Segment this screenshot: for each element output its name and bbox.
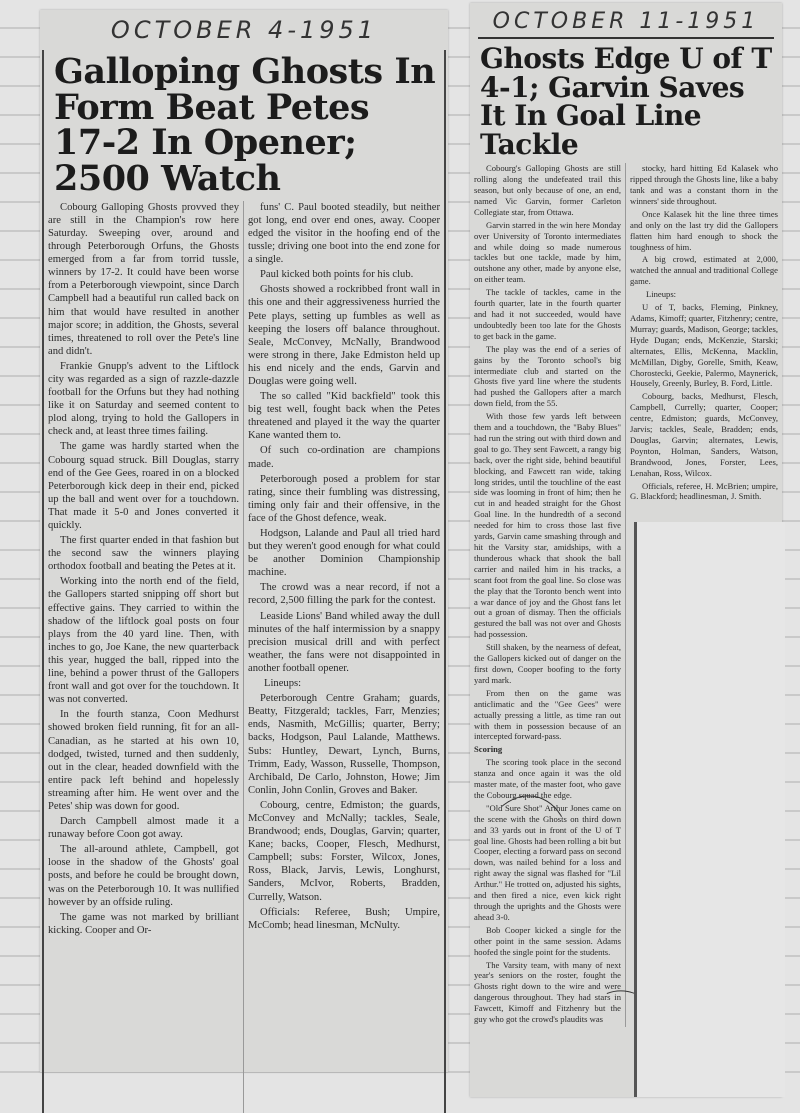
paragraph: Garvin starred in the win here Monday over University of Toronto intermediates and while doing so made numerous tackles but one tackle, made by him, outshone any other, made by anyone else, on either team. xyxy=(474,219,621,285)
paragraph: Hodgson, Lalande and Paul all tried hard but they weren't good enough for what could be another Dominion Championship machine. xyxy=(248,528,440,579)
paragraph: Peterborough posed a problem for star rating, since their fumbling was distressing, timing only fair and their offensive, in the face of the Ghost defence, weak. xyxy=(248,473,440,524)
subhead-scoring: Scoring xyxy=(474,744,503,755)
paragraph: Once Kalasek hit the line three times and only on the last try did the Gallopers flatten him hard enough to shock the toughness of him. xyxy=(630,208,778,252)
lineup-paragraph: Officials, referee, H. McBrien; umpire, G. Blackford; headlinesman, J. Smith. xyxy=(630,480,778,502)
paragraph: Working into the north end of the field, the Gallopers started snipping off short but effective gains. They carried to within the shadow of the liftlock goal posts on four plays from the 40 yard line. Then, with inches to go, Joe Kane, the new quarterback this year, hugged the ball, ripped into the line, behind a power thrust of the Gallopers front wall and got over for the touchdown. It was not converted. xyxy=(48,576,239,706)
paragraph: stocky, hard hitting Ed Kalasek who ripped through the Ghosts line, like a baby tank and was a constant thorn in the winners' side throughout. xyxy=(630,163,778,206)
paragraph: The Varsity team, with many of next year's seniors on the roster, fought the Ghosts right down to the wire and were dangerous throughout. They had stars in Fawcett, Kimoff and Fitzhenry but the guy who got the crowd's plaudits was xyxy=(474,959,621,1025)
paragraph: The first quarter ended in that fashion but the second saw the winners playing orthodox football and beating the Petes at it. xyxy=(48,535,239,573)
paragraph: The crowd was a near record, if not a record, 2,500 filling the park for the contest. xyxy=(248,582,440,607)
paragraph: The play was the end of a series of gains by the Toronto school's big intermediate club and started on the Ghosts five yard line where the students had pushed the Gallopers after a march down field, from the 55. xyxy=(474,343,621,409)
lineups-label: Lineups: xyxy=(264,678,302,690)
handwritten-date-note: OCTOBER 4-1951 xyxy=(110,16,378,44)
paragraph: Of such co-ordination are champions made. xyxy=(248,445,440,470)
clipping-oct-4-1951 xyxy=(40,10,448,1072)
lineup-paragraph: Officials: Referee, Bush; Umpire, McComb; head linesman, McNulty. xyxy=(248,906,440,931)
paragraph: Cobourg's Galloping Ghosts are still rolling along the undefeated trail this season, but only because of one, an end, named Vic Garvin, former Carleton Collegiate star, from Ottawa. xyxy=(474,163,621,217)
blank-page-area xyxy=(634,522,785,1097)
paragraph: "Old Sure Shot" Arthur Jones came on the scene with the Ghosts on third down and 33 yards out in front of the U of T goal line. Ghosts had been rolling a bit but Cooper, electing a forward pass on second down, was nailed behind for a loss and right away the signal was flashed for "Lil Arthur." He trotted on, adjusted his sights, and then fired a nice, even kick right through the uprights and the Ghosts were ahead 3-0. xyxy=(474,802,621,922)
paragraph: In the fourth stanza, Coon Medhurst showed broken field running, fit for an all-Canadian, as he started at his own 10, dodged, twisted, turned and then suddenly, out in the clear, headed downfield with the entire pack left behind and hopelessly streaming after him. He went over and the Petes' ship was down for good. xyxy=(48,709,239,812)
article-column-1 xyxy=(470,163,626,1027)
paragraph: The tackle of tackles, came in the fourth quarter, late in the fourth quarter and had it not succeeded, would have undoubtedly been too late for the Ghosts to get back in the game. xyxy=(474,287,621,341)
paragraph: The all-around athlete, Campbell, got loose in the shadow of the Ghosts' goal posts, and before he could be brought down, was on the Peterborough 10. It was nullified however by an offside ruling. xyxy=(48,844,239,908)
article-body xyxy=(42,201,446,1113)
paragraph: Ghosts showed a rockribbed front wall in this one and their aggressiveness hurried the Pete plays, setting up fumbles as well as keeping the losers off balance throughout. Seale, McConvey, McNally, Brandwood were strong in there, Jake Edmiston held up his end nicely and the ends, Garvin and Douglas were going well. xyxy=(248,284,440,387)
article-column-1 xyxy=(44,201,244,1113)
paragraph: Leaside Lions' Band whiled away the dull minutes of the half intermission by a snappy precision musical drill and with perfect weather, the fans were not disappointed in another football opener. xyxy=(248,610,440,674)
paragraph: Darch Campbell almost made it a runaway before Coon got away. xyxy=(48,816,239,841)
lineup-paragraph: U of T, backs, Fleming, Pinkney, Adams, Kimoff; quarter, Fitzhenry; centre, Murray; guards, Madison, George; tackles, Hyde Dugan; ends, McKenzie, Starski; alternates, Ellis, McKenna, Macklin, McMillan, Digby, Gorelle, Smith, Keaw, Chorostecki, Geekie, Palermo, Maynerick, Housely, Greenly, Burley, B. Ford, Little. xyxy=(630,302,778,389)
lineup-paragraph: Peterborough Centre Graham; guards, Beatty, Fitzgerald; tackles, Farr, Menzies; ends, Nasmith, McGillis; quarter, Berry; backs, Hodgson, Paul Lalande, Matthews. Subs: Huntley, Dewart, Lynch, Burns, Trimm, Eady, Wasson, Russelle, Thompson, Archibald, De Carlo, Johnston, Howe; Jim Conlin, John Conlin, Groves and Baker. xyxy=(248,693,440,796)
article-column-2 xyxy=(244,201,444,1113)
paragraph: The scoring took place in the second stanza and once again it was the old master mate, of the master foot, who gave the Cobourg squad the edge. xyxy=(474,757,621,800)
lineups-label: Lineups: xyxy=(646,289,677,300)
paragraph: Frankie Gnupp's advent to the Liftlock city was regarded as a sign of razzle-dazzle football for the Orfuns but they had nothing like it on Saturday and seemed content to plod along, trying to hold the Gallopers in check and, at least three times failing. xyxy=(48,360,239,438)
paragraph: The so called "Kid backfield" took this big test well, fought back when the Petes threatened and played it the way the quarter Kane wanted them to. xyxy=(248,391,440,442)
paragraph: The game was hardly started when the Cobourg squad struck. Bill Douglas, starry end of the Gee Gees, roared in on a blocked Peterborough kick deep in their end, picked up the ball and went over for a touchdown. That made it 5-0 and Jones converted it quickly. xyxy=(48,441,239,531)
paragraph: A big crowd, estimated at 2,000, watched the annual and traditional College game. xyxy=(630,254,778,287)
lineup-paragraph: Cobourg, centre, Edmiston; the guards, McConvey and McNally; tackles, Seale, Brandwood; ends, Douglas, Garvin; quarter, Kane; backs, Cooper, Flesch, Medhurst, Campbell; subs: Forster, Wilcox, Jones, Ross, Black, Jarvis, Lewis, Longhurst, Sanders, McIvor, Roberts, Bradden, Currelly, Watson. xyxy=(248,799,440,903)
paragraph: The game was not marked by brilliant kicking. Cooper and Or- xyxy=(48,911,239,936)
paragraph: With those few yards left between them and a touchdown, the "Baby Blues" had run the string out with third down and goal to go. They sent Fawcett, a rangy big back, over the right side, behind beautiful blocking, and Fawcett ran wide, taking long strides, until the touchline of the east side was looming in front of him; then he cut in and headed straight for the Ghost Goal line. In the hundredth of a second needed for him to cross those last five yards, Garvin came smashing through and hit the Varsity star, amidships, with a thunderous whack that shook the ball carrier and nailed him in his tracks, a scant foot from the goal line. So close was the play that the Toronto bench went into a war dance of joy and the Ghost fans let out a groan of dismay. Then the officials gestured the ball was not over and Ghosts had possession. xyxy=(474,411,621,640)
lineup-paragraph: Cobourg, backs, Medhurst, Flesch, Campbell, Currelly; quarter, Cooper; centre, Edmiston; guards, McConvey, Jarvis; tackles, Seale, Bradden; ends, Douglas, Garvin; alternates, Lewis, Poynton, Holman, Sanders, Watson, Brandwood, Jones, Forster, Lees, Lenahan, Ross, Wilcox. xyxy=(630,391,778,478)
paragraph: Still shaken, by the nearness of defeat, the Gallopers kicked out of danger on the first down, Cooper boofing to the forty yard mark. xyxy=(474,642,621,685)
paragraph: Paul kicked both points for his club. xyxy=(260,269,414,281)
handwritten-date-note: OCTOBER 11-1951 xyxy=(492,9,760,34)
paragraph: Cobourg Galloping Ghosts provved they are still in the Champion's row here Saturday. Sweeping over, around and through Peterborough Orfuns, the Ghosts emerged from a far from torrid tussle, winners by 17-2. It could have been worse from a Peterborough viewpoint, since Darch Campbell had a beautiful run called back on him that would have resulted in another major score; in addition, the Ghosts, several times, threatened to roll over the Pete's line and didn't. xyxy=(48,201,239,357)
headline: Galloping Ghosts In Form Beat Petes 17-2 In Opener; 2500 Watch xyxy=(42,50,446,201)
headline: Ghosts Edge U of T 4-1; Garvin Saves It In Goal Line Tackle xyxy=(480,42,772,161)
paragraph: Bob Cooper kicked a single for the other point in the same session. Adams hoofed the single point for the students. xyxy=(474,924,621,957)
paragraph: funs' C. Paul booted steadily, but neither got long, end over end ones, away. Cooper edged the visitor in the hoofing end of the tussle; driving one boot into the end zone for a single. xyxy=(248,201,440,266)
paragraph: From then on the game was anticlimatic and the "Gee Gees" were actually pressing a little, as time ran out with them in possession because of an intercepted forward-pass. xyxy=(474,687,621,742)
